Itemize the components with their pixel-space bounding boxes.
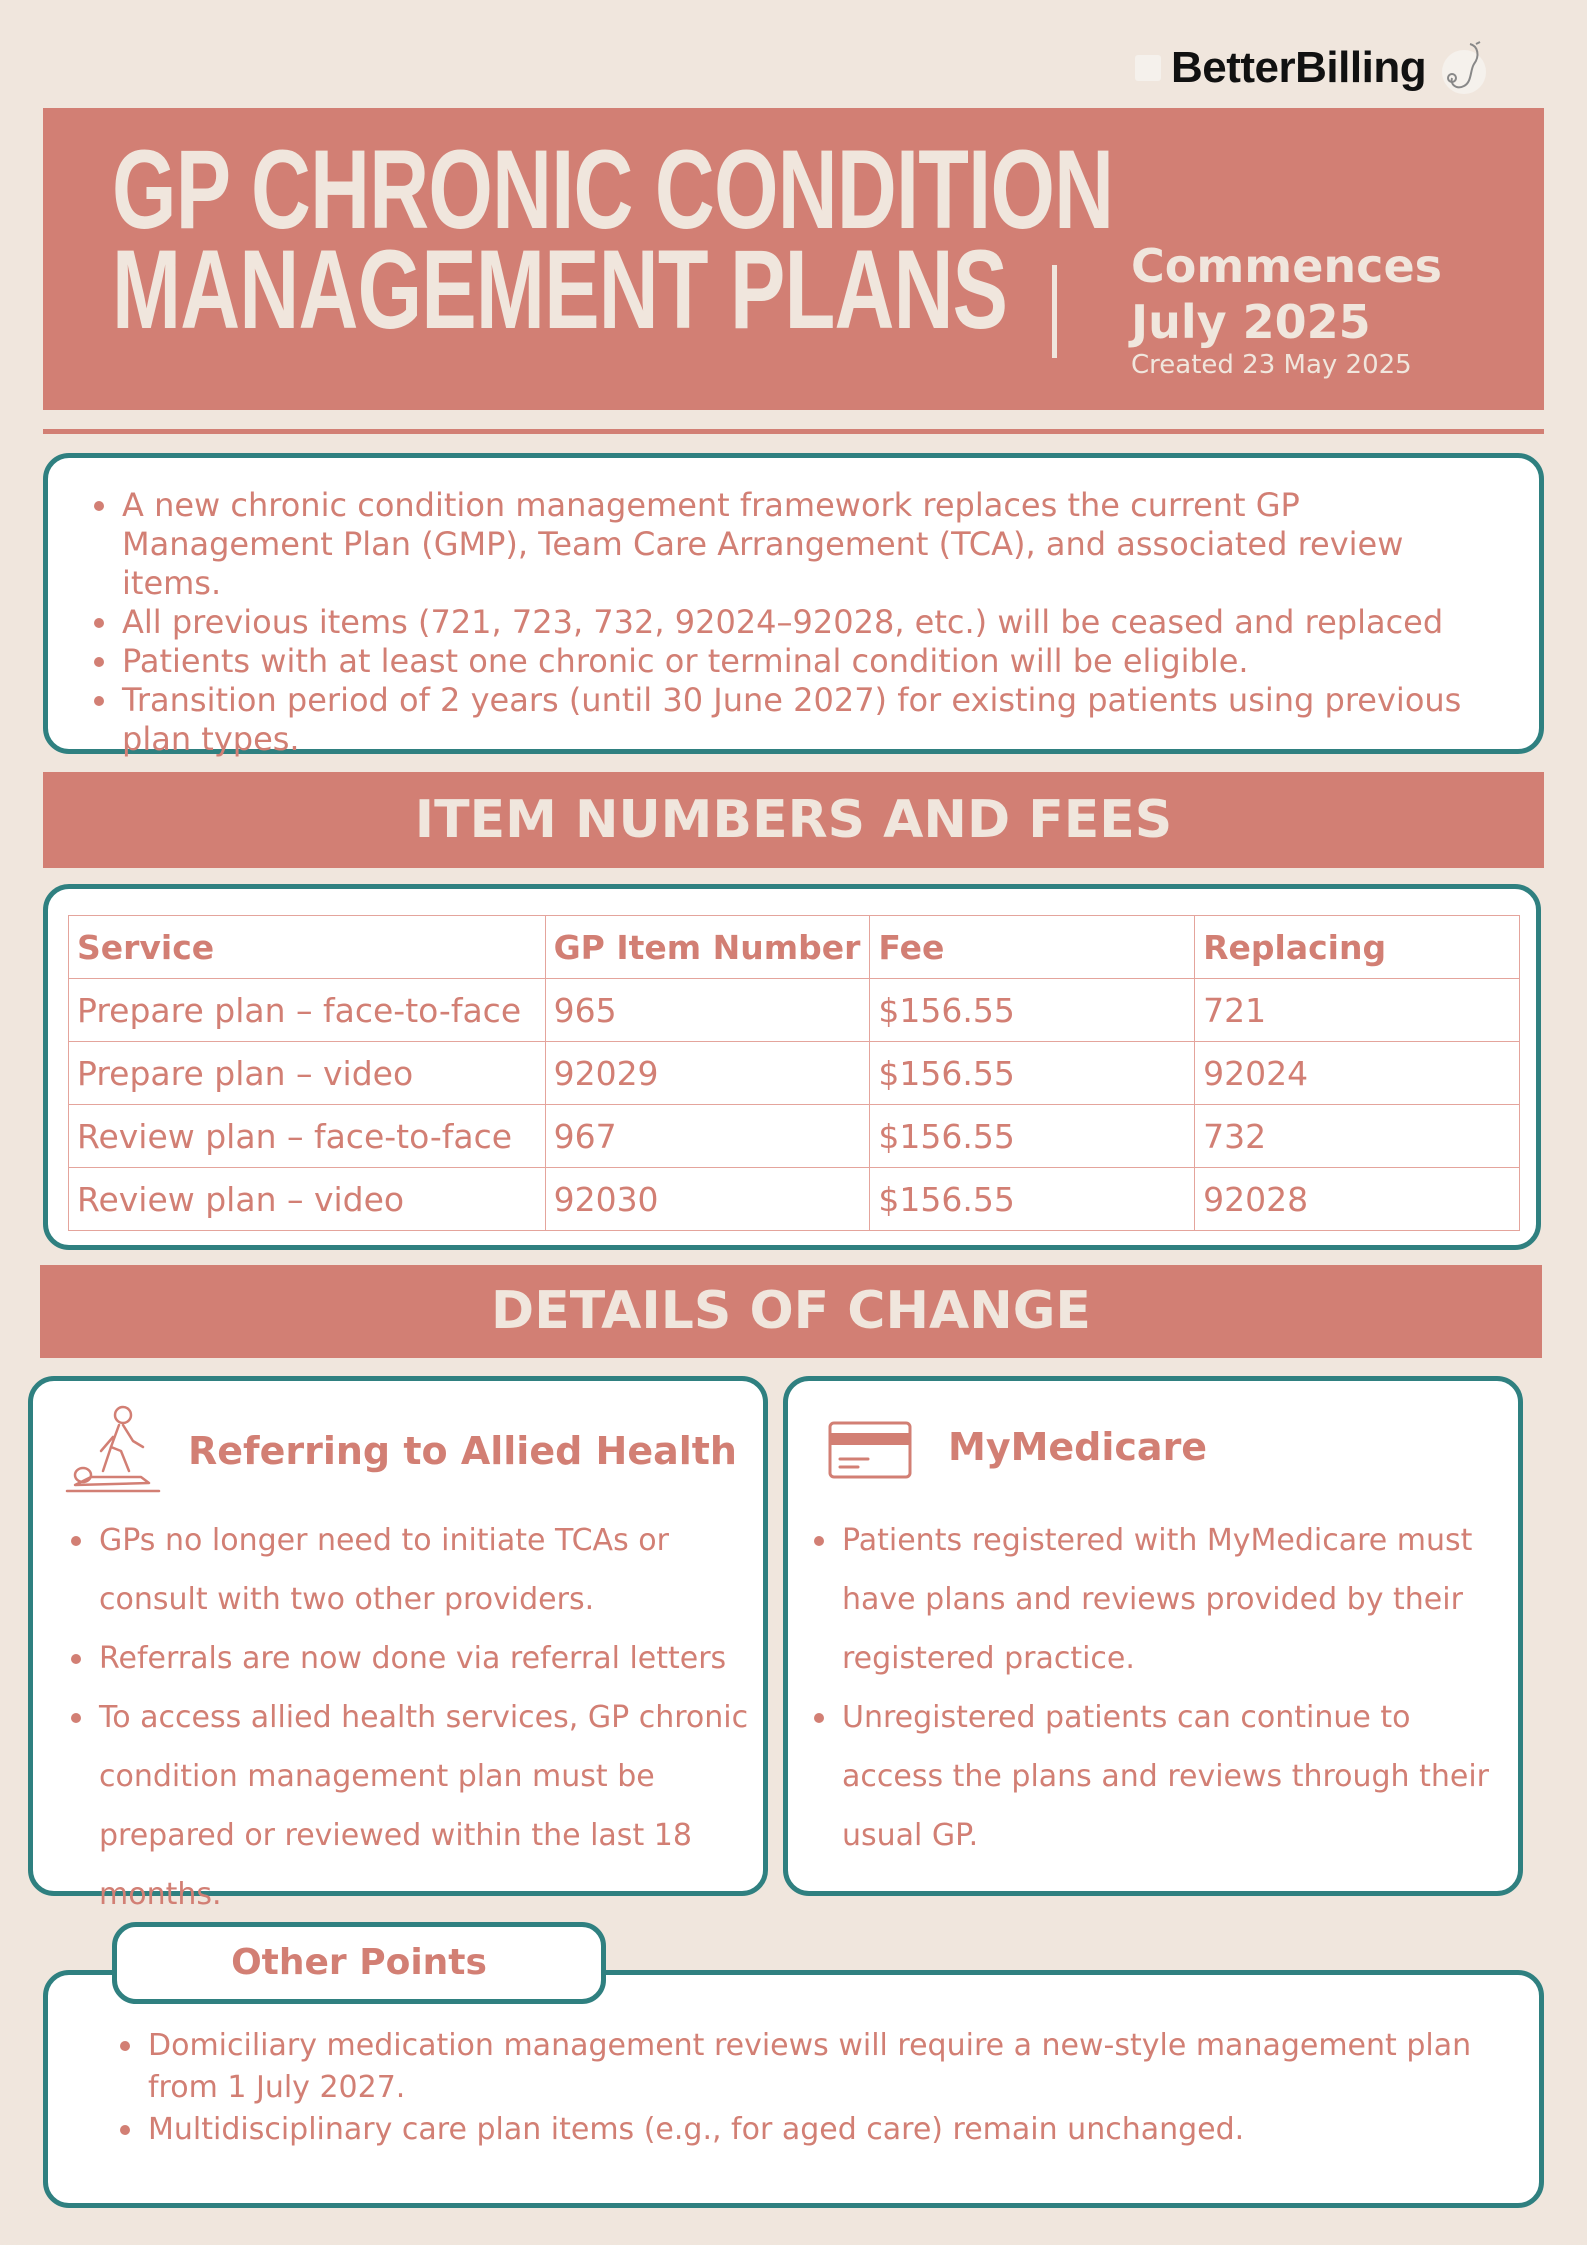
physiotherapy-icon	[63, 1401, 163, 1501]
cell-replacing: 721	[1195, 979, 1520, 1042]
cell-service: Review plan – face-to-face	[69, 1105, 546, 1168]
list-item: Referrals are now done via referral letters	[65, 1629, 755, 1688]
table-row	[69, 979, 1520, 1042]
cell-item-number: 92029	[545, 1042, 870, 1105]
list-item: A new chronic condition management framework replaces the current GP Management Plan (GMP), Team Care Arrangement (TCA), and associated review items.	[88, 486, 1509, 603]
cell-service: Prepare plan – video	[69, 1042, 546, 1105]
list-item: To access allied health services, GP chronic condition management plan must be prepared or reviewed within the last 18 months.	[65, 1688, 755, 1924]
cell-replacing: 92028	[1195, 1168, 1520, 1231]
mymedicare-card	[783, 1376, 1523, 1896]
other-points-box	[43, 1970, 1544, 2208]
mymedicare-title: MyMedicare	[948, 1425, 1208, 1469]
created-date: Created 23 May 2025	[1131, 350, 1412, 380]
header-fee: Fee	[870, 916, 1195, 979]
fees-heading: ITEM NUMBERS AND FEES	[43, 772, 1544, 868]
commences-label: Commences	[1131, 239, 1443, 293]
header-rule	[43, 429, 1544, 434]
cell-service: Review plan – video	[69, 1168, 546, 1231]
mymedicare-list	[808, 1511, 1518, 1865]
page-title-line2: MANAGEMENT PLANS	[112, 227, 1008, 352]
other-points-list	[114, 2025, 1514, 2151]
list-item: Unregistered patients can continue to access the plans and reviews through their usual GP.	[808, 1688, 1518, 1865]
header-divider	[1052, 265, 1057, 358]
header-service: Service	[69, 916, 546, 979]
cell-fee: $156.55	[870, 1042, 1195, 1105]
table-row	[69, 1042, 1520, 1105]
intro-box	[43, 453, 1544, 758]
stethoscope-icon	[1436, 38, 1492, 98]
list-item: Patients with at least one chronic or terminal condition will be eligible.	[88, 642, 1509, 681]
header-replacing: Replacing	[1195, 916, 1520, 979]
cell-item-number: 965	[545, 979, 870, 1042]
other-points-title: Other Points	[112, 1922, 606, 2004]
commences-date	[1131, 238, 1442, 350]
table-header-row	[69, 916, 1520, 979]
table-row	[69, 1105, 1520, 1168]
allied-health-list	[65, 1511, 755, 1924]
header-item-number: GP Item Number	[545, 916, 870, 979]
fees-table	[68, 915, 1520, 1231]
list-item: Multidisciplinary care plan items (e.g., for aged care) remain unchanged.	[114, 2109, 1514, 2151]
list-item: Patients registered with MyMedicare must have plans and reviews provided by their registered practice.	[808, 1511, 1518, 1688]
card-icon	[828, 1421, 912, 1481]
cell-fee: $156.55	[870, 979, 1195, 1042]
fees-table-box	[43, 884, 1541, 1250]
brand-logo	[1135, 40, 1492, 96]
logo-square	[1135, 55, 1161, 81]
cell-item-number: 92030	[545, 1168, 870, 1231]
allied-health-card	[28, 1376, 768, 1912]
list-item: GPs no longer need to initiate TCAs or consult with two other providers.	[65, 1511, 755, 1629]
commences-month: July 2025	[1131, 295, 1371, 349]
cell-replacing: 92024	[1195, 1042, 1520, 1105]
page-title-line1: GP CHRONIC CONDITION	[112, 127, 1114, 252]
cell-item-number: 967	[545, 1105, 870, 1168]
logo-text: BetterBilling	[1171, 43, 1427, 92]
list-item: All previous items (721, 723, 732, 92024–92028, etc.) will be ceased and replaced	[88, 603, 1509, 642]
intro-list	[88, 486, 1509, 759]
list-item: Transition period of 2 years (until 30 June 2027) for existing patients using previous plan types.	[88, 681, 1509, 759]
cell-service: Prepare plan – face-to-face	[69, 979, 546, 1042]
list-item: Domiciliary medication management reviews will require a new-style management plan from 1 July 2027.	[114, 2025, 1514, 2109]
page-title	[112, 127, 1114, 352]
cell-fee: $156.55	[870, 1105, 1195, 1168]
allied-health-title: Referring to Allied Health	[188, 1429, 737, 1473]
cell-fee: $156.55	[870, 1168, 1195, 1231]
details-heading: DETAILS OF CHANGE	[40, 1265, 1542, 1358]
cell-replacing: 732	[1195, 1105, 1520, 1168]
table-row	[69, 1168, 1520, 1231]
